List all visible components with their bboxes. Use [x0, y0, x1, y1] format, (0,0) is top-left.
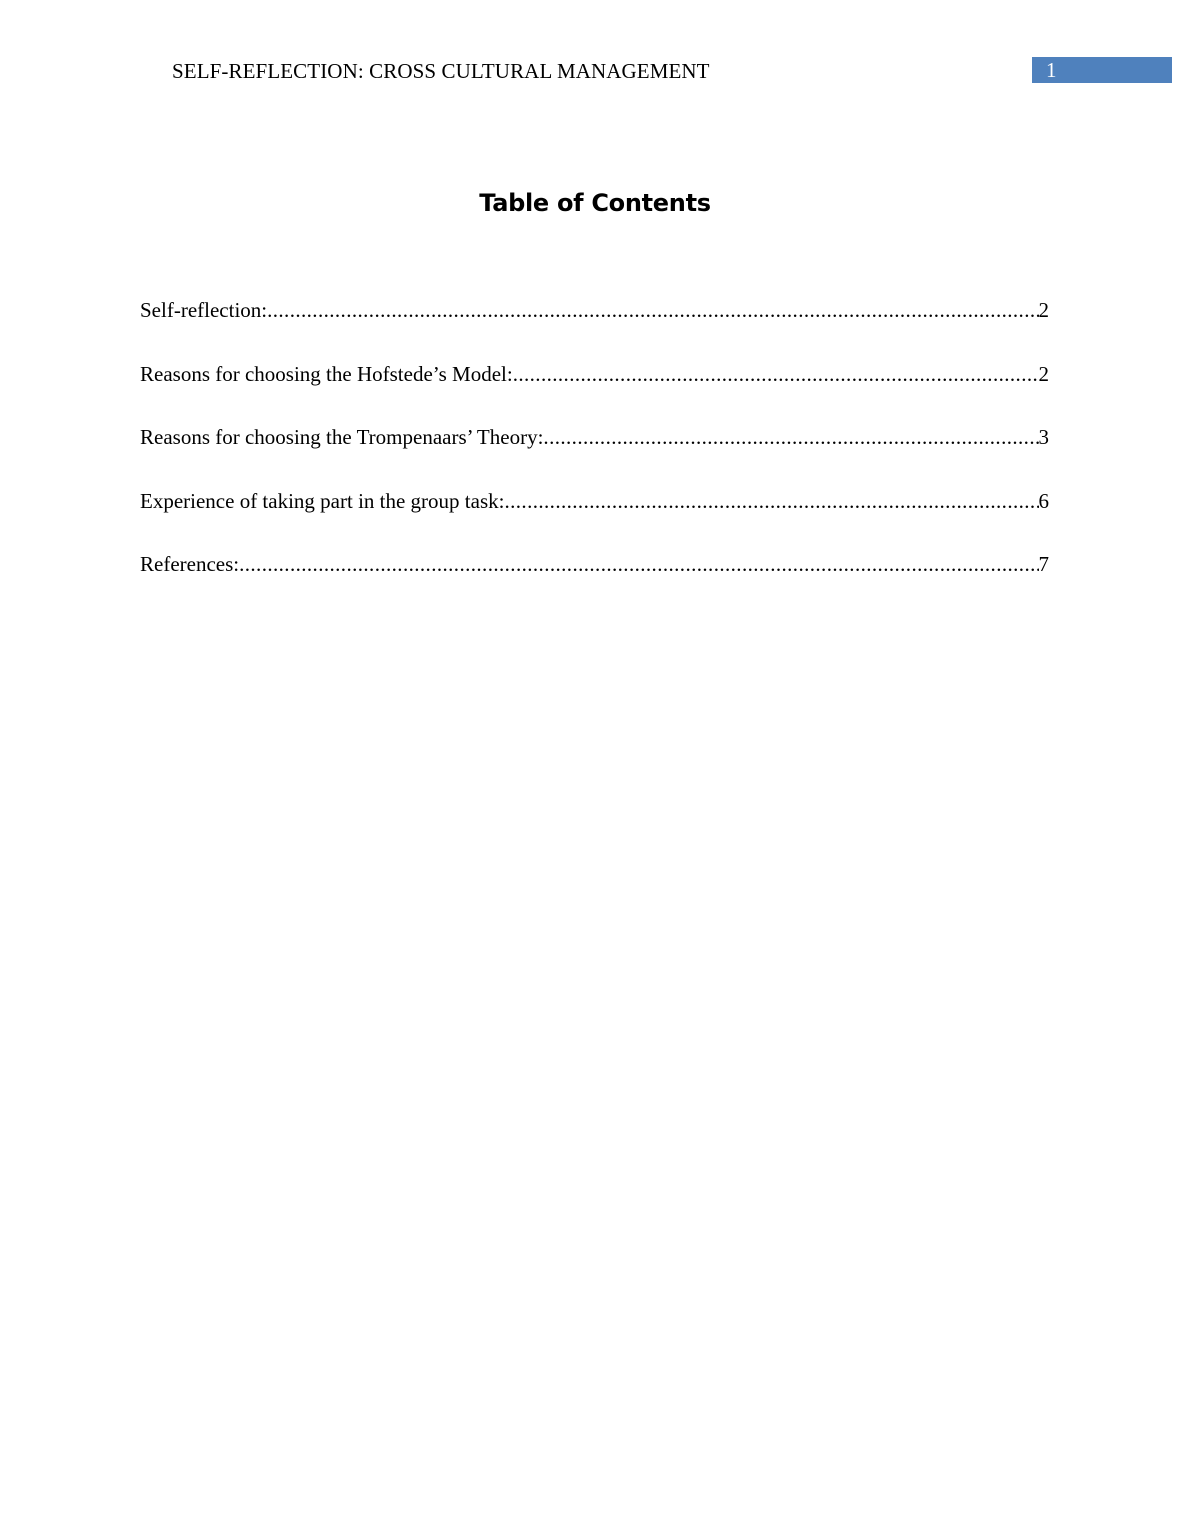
toc-entry-trompenaars-theory[interactable]: [140, 423, 1049, 487]
page-number-badge: 1: [1032, 57, 1172, 83]
toc-entry-label: Experience of taking part in the group task:: [140, 488, 505, 513]
toc-entry-page-number: 3: [1038, 425, 1049, 449]
toc-entry-page-number: 2: [1038, 298, 1049, 322]
toc-heading: Table of Contents: [479, 189, 711, 217]
toc-entry-label: Reasons for choosing the Hofstede’s Model:: [140, 361, 513, 386]
toc-dot-leader: [543, 423, 1038, 451]
toc-dot-leader: [267, 296, 1038, 324]
toc-dot-leader: [513, 360, 1039, 388]
table-of-contents: [140, 296, 1049, 614]
toc-entry-label: Self-reflection:: [140, 298, 268, 322]
toc-entry-self-reflection[interactable]: [140, 296, 1049, 360]
toc-entry-references[interactable]: [140, 550, 1049, 614]
toc-entry-label: References:: [140, 552, 240, 576]
toc-entry-page-number: 2: [1038, 361, 1049, 386]
toc-entry-group-task[interactable]: [140, 487, 1049, 551]
toc-entry-page-number: 7: [1038, 552, 1049, 576]
toc-dot-leader: [504, 487, 1038, 515]
toc-entry-page-number: 6: [1038, 488, 1049, 513]
running-header-title: SELF-REFLECTION: CROSS CULTURAL MANAGEMENT: [172, 59, 710, 83]
toc-dot-leader: [239, 550, 1038, 578]
toc-entry-hofstede-model[interactable]: [140, 360, 1049, 424]
toc-entry-label: Reasons for choosing the Trompenaars’ Theory:: [140, 425, 544, 449]
